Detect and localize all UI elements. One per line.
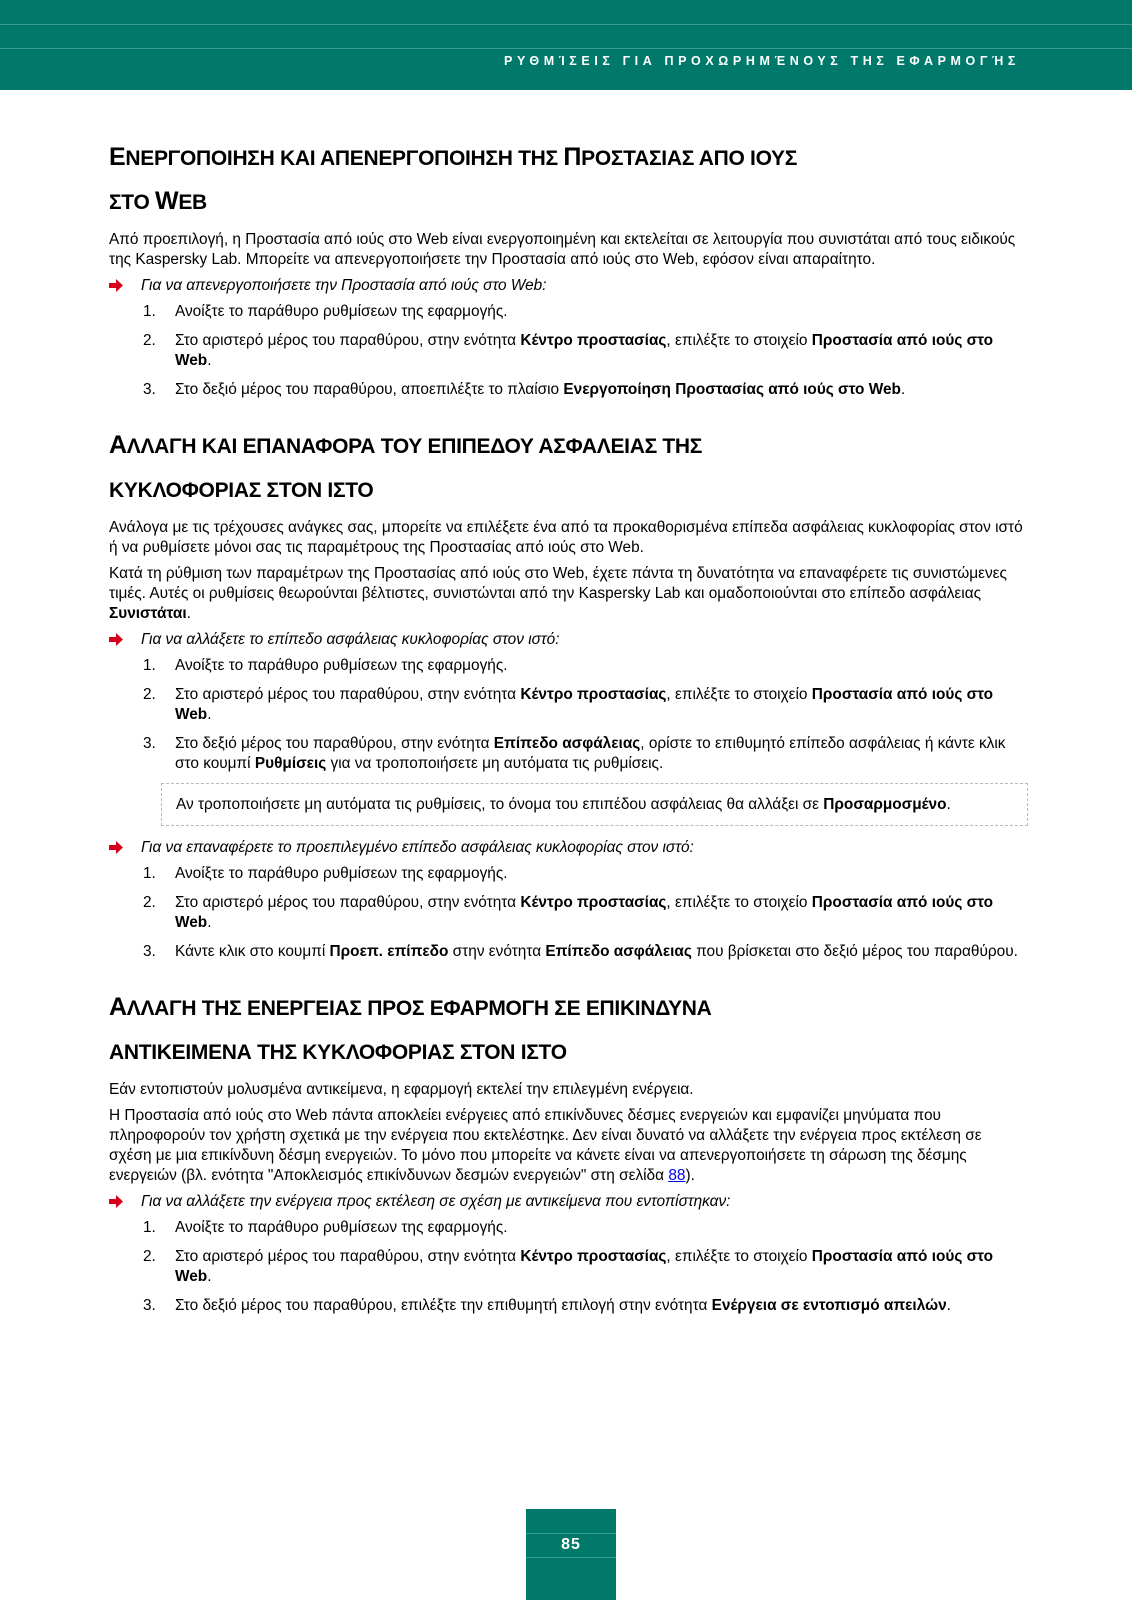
- document-body: [109, 136, 1023, 1340]
- title-smallcaps: ΚΥΚΛΟΦΟΡΙΑΣ ΣΤΟΝ ΙΣΤΟ: [109, 479, 374, 502]
- title-smallcaps: ΑΝΤΙΚΕΙΜΕΝΑ ΤΗΣ ΚΥΚΛΟΦΟΡΙΑΣ ΣΤΟΝ ΙΣΤΟ: [109, 1041, 567, 1064]
- page-number-box: [526, 1509, 616, 1600]
- arrow-right-icon: [109, 1195, 123, 1208]
- text-run: Ανοίξτε το παράθυρο ρυθμίσεων της εφαρμογής.: [175, 657, 508, 674]
- step-list: [109, 302, 1023, 400]
- running-chapter-title: ΡΥΘΜΊΣΕΙΣ ΓΙΑ ΠΡΟΧΩΡΗΜΈΝΟΥΣ ΤΗΣ ΕΦΑΡΜΟΓΉΣ: [504, 54, 1020, 68]
- section-title: [109, 424, 1023, 512]
- section-title-line: [109, 986, 1023, 1030]
- step-number: 3.: [143, 943, 156, 960]
- bold-term: Ενέργεια σε εντοπισμό απειλών: [711, 1297, 947, 1314]
- text-run: Ανοίξτε το παράθυρο ρυθμίσεων της εφαρμογής.: [175, 865, 508, 882]
- procedure-intro: [109, 630, 1023, 650]
- section: [109, 136, 1023, 400]
- procedure-intro: [109, 1192, 1023, 1212]
- bold-term: Προσαρμοσμένο: [823, 796, 947, 813]
- text-run: , επιλέξτε το στοιχείο: [666, 1248, 812, 1265]
- body-paragraph: [109, 564, 1023, 624]
- step-number: 3.: [143, 381, 156, 398]
- text-run: .: [946, 796, 951, 813]
- text-run: Κάντε κλικ στο κουμπί: [175, 943, 330, 960]
- text-run: Στο δεξιό μέρος του παραθύρου, στην ενότητα: [175, 735, 494, 752]
- bold-term: Προεπ. επίπεδο: [329, 943, 449, 960]
- text-run: .: [207, 352, 212, 369]
- text-run: .: [186, 605, 191, 622]
- arrow-right-icon: [109, 279, 123, 292]
- procedure-intro-text: Για να αλλάξετε το επίπεδο ασφάλειας κυκλοφορίας στον ιστό:: [141, 631, 560, 648]
- section: [109, 986, 1023, 1316]
- text-run: Από προεπιλογή, η Προστασία από ιούς στο Web είναι ενεργοποιημένη και εκτελείται σε λειτουργία που συνιστάται από τους ειδικούς της Kaspersky Lab. Μπορείτε να απενεργοποιήσετε την Προστασία από ιούς στο Web, εφόσον είναι απαραίτητο.: [109, 231, 1016, 268]
- text-run: Ανοίξτε το παράθυρο ρυθμίσεων της εφαρμογής.: [175, 1219, 508, 1236]
- text-run: Στο δεξιό μέρος του παραθύρου, επιλέξτε την επιθυμητή επιλογή στην ενότητα: [175, 1297, 712, 1314]
- footer-rule: [526, 1533, 616, 1534]
- body-paragraph: [109, 518, 1023, 558]
- section-title-line: [109, 1030, 1023, 1074]
- step-list: [109, 1218, 1023, 1316]
- bold-term: Επίπεδο ασφάλειας: [545, 943, 692, 960]
- title-smallcaps: ΡΟΣΤΑΣΙΑΣ ΑΠΟ ΙΟΥΣ: [581, 147, 798, 170]
- section-title-line: [109, 424, 1023, 468]
- section-title-line: [109, 180, 1023, 224]
- bold-term: Κέντρο προστασίας: [520, 686, 667, 703]
- step-number: 1.: [143, 303, 156, 320]
- note-box: [161, 783, 1028, 826]
- text-run: .: [207, 1268, 212, 1285]
- procedure-intro-text: Για να επαναφέρετε το προεπιλεγμένο επίπεδο ασφάλειας κυκλοφορίας στον ιστό:: [141, 839, 694, 856]
- step-list: [109, 864, 1023, 962]
- title-smallcaps: ΝΕΡΓΟΠΟΙΗΣΗ ΚΑΙ ΑΠΕΝΕΡΓΟΠΟΙΗΣΗ ΤΗΣ: [125, 147, 564, 170]
- section-title-line: [109, 468, 1023, 512]
- body-paragraph: [109, 1106, 1023, 1186]
- footer-rule: [526, 1557, 616, 1558]
- step-item: [109, 380, 1023, 400]
- title-initial: W: [155, 187, 179, 215]
- text-run: Εάν εντοπιστούν μολυσμένα αντικείμενα, η εφαρμογή εκτελεί την επιλεγμένη ενέργεια.: [109, 1081, 694, 1098]
- page-number: 85: [561, 1536, 581, 1553]
- section: [109, 424, 1023, 962]
- text-run: Ανοίξτε το παράθυρο ρυθμίσεων της εφαρμογής.: [175, 303, 508, 320]
- section-title: [109, 136, 1023, 224]
- text-run: , επιλέξτε το στοιχείο: [666, 686, 812, 703]
- step-item: [109, 1247, 1023, 1287]
- section-title-line: [109, 136, 1023, 180]
- text-run: ).: [685, 1167, 695, 1184]
- title-initial: Π: [563, 143, 582, 171]
- step-number: 1.: [143, 1219, 156, 1236]
- step-number: 2.: [143, 686, 156, 703]
- bold-term: Κέντρο προστασίας: [520, 1248, 667, 1265]
- text-run: Ανάλογα με τις τρέχουσες ανάγκες σας, μπορείτε να επιλέξετε ένα από τα προκαθορισμένα επίπεδα ασφάλειας κυκλοφορίας στον ιστό ή να ρυθμίσετε μόνοι σας τις παραμέτρους της Προστασίας από ιούς στο Web.: [109, 519, 1023, 556]
- text-run: , επιλέξτε το στοιχείο: [666, 894, 812, 911]
- step-item: [109, 864, 1023, 884]
- body-paragraph: [109, 230, 1023, 270]
- text-run: , ορίστε το επιθυμητό επίπεδο ασφάλειας ή κάντε κλικ στο κουμπί: [175, 735, 1006, 772]
- title-smallcaps: ΛΛΑΓΗ ΚΑΙ ΕΠΑΝΑΦΟΡΑ ΤΟΥ ΕΠΙΠΕΔΟΥ ΑΣΦΑΛΕΙΑΣ ΤΗΣ: [126, 435, 703, 458]
- page-header-band: [0, 0, 1132, 90]
- title-smallcaps: ΛΛΑΓΗ ΤΗΣ ΕΝΕΡΓΕΙΑΣ ΠΡΟΣ ΕΦΑΡΜΟΓΗ ΣΕ ΕΠΙΚΙΝΔΥΝΑ: [126, 997, 712, 1020]
- bold-term: Προστασία από ιούς στο Web: [175, 332, 993, 369]
- text-run: Αν τροποποιήσετε μη αυτόματα τις ρυθμίσεις, το όνομα του επιπέδου ασφάλειας θα αλλάξει σε: [176, 796, 824, 813]
- text-run: Στο αριστερό μέρος του παραθύρου, στην ενότητα: [175, 332, 521, 349]
- procedure-intro: [109, 276, 1023, 296]
- text-run: Στο αριστερό μέρος του παραθύρου, στην ενότητα: [175, 1248, 521, 1265]
- text-run: για να τροποποιήσετε μη αυτόματα τις ρυθμίσεις.: [326, 755, 664, 772]
- title-smallcaps: EB: [178, 191, 207, 214]
- text-run: Στο αριστερό μέρος του παραθύρου, στην ενότητα: [175, 894, 521, 911]
- text-run: στην ενότητα: [448, 943, 546, 960]
- bold-term: Ρυθμίσεις: [254, 755, 327, 772]
- text-run: Στο δεξιό μέρος του παραθύρου, αποεπιλέξτε το πλαίσιο: [175, 381, 564, 398]
- step-number: 3.: [143, 735, 156, 752]
- title-initial: Ε: [109, 143, 126, 171]
- step-number: 1.: [143, 657, 156, 674]
- text-run: .: [946, 1297, 951, 1314]
- text-run: .: [900, 381, 906, 398]
- procedure-intro-text: Για να απενεργοποιήσετε την Προστασία από ιούς στο Web:: [141, 277, 547, 294]
- text-run: Η Προστασία από ιούς στο Web πάντα αποκλείει ενέργειες από επικίνδυνες δέσμες ενεργειών και εμφανίζει μηνύματα που πληροφορούν τον χρήστη σχετικά με την ενέργεια που εκτελέστηκε. Δεν είναι δυνατό να αλλάξετε την ενέργεια προς εκτέλεση σε σχέση με μια επικίνδυνη δέσμη ενεργειών. Το μόνο που μπορείτε να κάνετε είναι να απενεργοποιήσετε τη σάρωση της δέσμης ενεργειών (βλ. ενότητα "Αποκλεισμός επικίνδυνων δεσμών ενεργειών" στη σελίδα: [109, 1107, 982, 1184]
- text-run: Κατά τη ρύθμιση των παραμέτρων της Προστασίας από ιούς στο Web, έχετε πάντα τη δυνατότητα να επαναφέρετε τις συνιστώμενες τιμές. Αυτές οι ρυθμίσεις θεωρούνται βέλτιστες, συνιστώνται από την Kaspersky Lab και ομαδοποιούνται στο επίπεδο ασφάλειας: [109, 565, 1007, 602]
- title-initial: Α: [109, 993, 127, 1021]
- text-run: .: [207, 706, 212, 723]
- step-number: 2.: [143, 1248, 156, 1265]
- section-title: [109, 986, 1023, 1074]
- text-run: που βρίσκεται στο δεξιό μέρος του παραθύρου.: [691, 943, 1018, 960]
- step-item: [109, 942, 1023, 962]
- bold-term: Ενεργοποίηση Προστασίας από ιούς στο Web: [563, 381, 901, 398]
- step-item: [109, 685, 1023, 725]
- step-item: [109, 331, 1023, 371]
- title-smallcaps: ΣΤΟ: [109, 191, 156, 214]
- bold-term: Κέντρο προστασίας: [520, 332, 667, 349]
- step-item: [109, 1296, 1023, 1316]
- step-item: [109, 302, 1023, 322]
- title-initial: Α: [109, 431, 127, 459]
- bold-term: Προστασία από ιούς στο Web: [175, 894, 993, 931]
- step-item: [109, 893, 1023, 933]
- bold-term: Επίπεδο ασφάλειας: [493, 735, 641, 752]
- step-item: [109, 734, 1023, 774]
- header-rule: [0, 24, 1132, 25]
- arrow-right-icon: [109, 841, 123, 854]
- text-run: , επιλέξτε το στοιχείο: [666, 332, 812, 349]
- text-run: .: [207, 914, 212, 931]
- step-item: [109, 656, 1023, 676]
- step-item: [109, 1218, 1023, 1238]
- bold-term: Προστασία από ιούς στο Web: [175, 686, 993, 723]
- step-list: [109, 656, 1023, 774]
- step-number: 3.: [143, 1297, 156, 1314]
- step-number: 2.: [143, 894, 156, 911]
- step-number: 2.: [143, 332, 156, 349]
- arrow-right-icon: [109, 633, 123, 646]
- text-run: Στο αριστερό μέρος του παραθύρου, στην ενότητα: [175, 686, 521, 703]
- body-paragraph: [109, 1080, 1023, 1100]
- bold-term: Προστασία από ιούς στο Web: [175, 1248, 993, 1285]
- step-number: 1.: [143, 865, 156, 882]
- bold-term: Συνιστάται: [109, 605, 187, 622]
- bold-term: Κέντρο προστασίας: [520, 894, 667, 911]
- page-link[interactable]: 88: [668, 1167, 686, 1184]
- procedure-intro: [109, 838, 1023, 858]
- procedure-intro-text: Για να αλλάξετε την ενέργεια προς εκτέλεση σε σχέση με αντικείμενα που εντοπίστηκαν:: [141, 1193, 731, 1210]
- header-rule: [0, 48, 1132, 49]
